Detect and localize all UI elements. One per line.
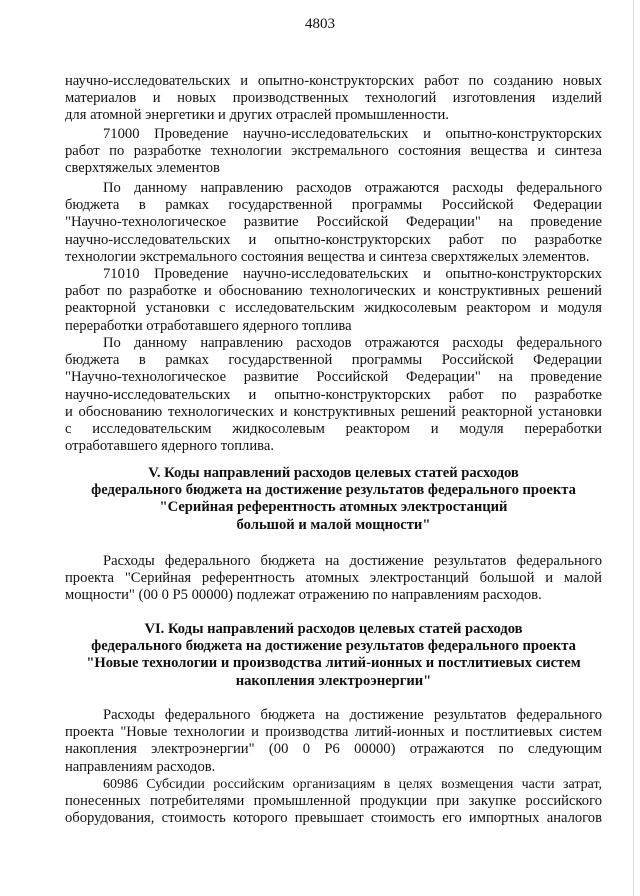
text-line: оборудования, стоимость которого превышает стоимость его импортных аналогов: [65, 810, 602, 827]
section-heading-v: [65, 465, 602, 534]
text-line: научно-исследовательских и опытно-конструкторских работ по разработке: [65, 231, 602, 248]
heading-line: V. Коды направлений расходов целевых статей расходов: [148, 465, 519, 481]
text-line: "Научно-технологическое развитие Российской Федерации" на проведение: [65, 369, 602, 386]
text-line: По данному направлению расходов отражаются расходы федерального: [103, 180, 602, 196]
text-line: и обоснованию технологических и конструктивных решений реакторной установки: [65, 403, 602, 420]
heading-line: федерального бюджета на достижение результатов федерального проекта: [91, 482, 576, 499]
paragraph-71000-description: [65, 180, 602, 266]
heading-line: "Новые технологии и производства литий-ионных и постлитиевых систем: [86, 655, 581, 672]
paragraph-continuation: [65, 73, 602, 125]
text-line: 60986 Субсидии российским организациям в целях возмещения части затрат,: [103, 777, 602, 792]
text-line: работ по разработке и обоснованию технологических и конструктивных решений: [65, 283, 602, 300]
paragraph-71000: [65, 126, 602, 178]
text-line: научно-исследовательских и опытно-конструкторских работ по разработке: [65, 386, 602, 403]
page-number: 4803: [305, 16, 335, 32]
heading-line: федерального бюджета на достижение результатов федерального проекта: [91, 638, 576, 655]
text-line: проекта "Серийная референтность атомных электростанций большой и малой: [65, 570, 602, 587]
paragraph-section-v: [65, 553, 602, 605]
text-line: бюджета в рамках государственной программы Российской Федерации: [65, 352, 602, 369]
paragraph-60986: [65, 776, 602, 828]
scan-edge: [633, 0, 640, 896]
text-line: работ по разработке технологии экстремального состояния вещества и синтеза: [65, 143, 602, 160]
text-line: По данному направлению расходов отражаются расходы федерального: [103, 335, 602, 351]
text-line: Расходы федерального бюджета на достижение результатов федерального: [103, 553, 602, 569]
text-line: направлениям расходов.: [65, 758, 216, 775]
text-line: реакторной установки с исследовательским жидкосолевым реактором и модуля: [65, 300, 602, 317]
heading-line: накопления электроэнергии": [235, 672, 432, 689]
text-line: бюджета в рамках государственной программы Российской Федерации: [65, 197, 602, 214]
text-line: Расходы федерального бюджета на достижение результатов федерального: [103, 707, 602, 723]
text-line: для атомной энергетики и других отраслей промышленности.: [65, 107, 449, 124]
text-line: понесенных потребителями промышленной продукции при закупке российского: [65, 793, 602, 810]
section-heading-vi: [65, 621, 602, 690]
heading-line: большой и малой мощности": [236, 516, 431, 533]
paragraph-section-vi: [65, 707, 602, 776]
text-line: с исследовательским жидкосолевым реактором и модуля переработки: [65, 420, 602, 437]
text-line: сверхтяжелых элементов: [65, 160, 220, 177]
text-line: 71000 Проведение научно-исследовательских и опытно-конструкторских: [103, 126, 602, 142]
text-line: материалов и новых производственных технологий изготовления изделий: [65, 90, 602, 107]
text-line: накопления электроэнергии" (00 0 Р6 00000) отражаются по следующим: [65, 741, 602, 758]
text-line: отработавшего ядерного топлива.: [65, 438, 274, 455]
text-line: технологии экстремального состояния вещества и синтеза сверхтяжелых элементов.: [65, 248, 590, 265]
text-line: 71010 Проведение научно-исследовательских и опытно-конструкторских: [103, 266, 602, 282]
text-line: мощности" (00 0 Р5 00000) подлежат отражению по направлениям расходов.: [65, 587, 542, 604]
paragraph-71010-description: [65, 335, 602, 455]
text-line: переработки отработавшего ядерного топлива: [65, 317, 352, 334]
heading-line: VI. Коды направлений расходов целевых статей расходов: [144, 621, 523, 637]
text-line: "Научно-технологическое развитие Российской Федерации" на проведение: [65, 214, 602, 231]
text-line: научно-исследовательских и опытно-конструкторских работ по созданию новых: [65, 73, 602, 89]
paragraph-71010: [65, 266, 602, 335]
heading-line: "Серийная референтность атомных электростанций: [159, 499, 508, 516]
text-line: проекта "Новые технологии и производства литий-ионных и постлитиевых систем: [65, 724, 602, 741]
